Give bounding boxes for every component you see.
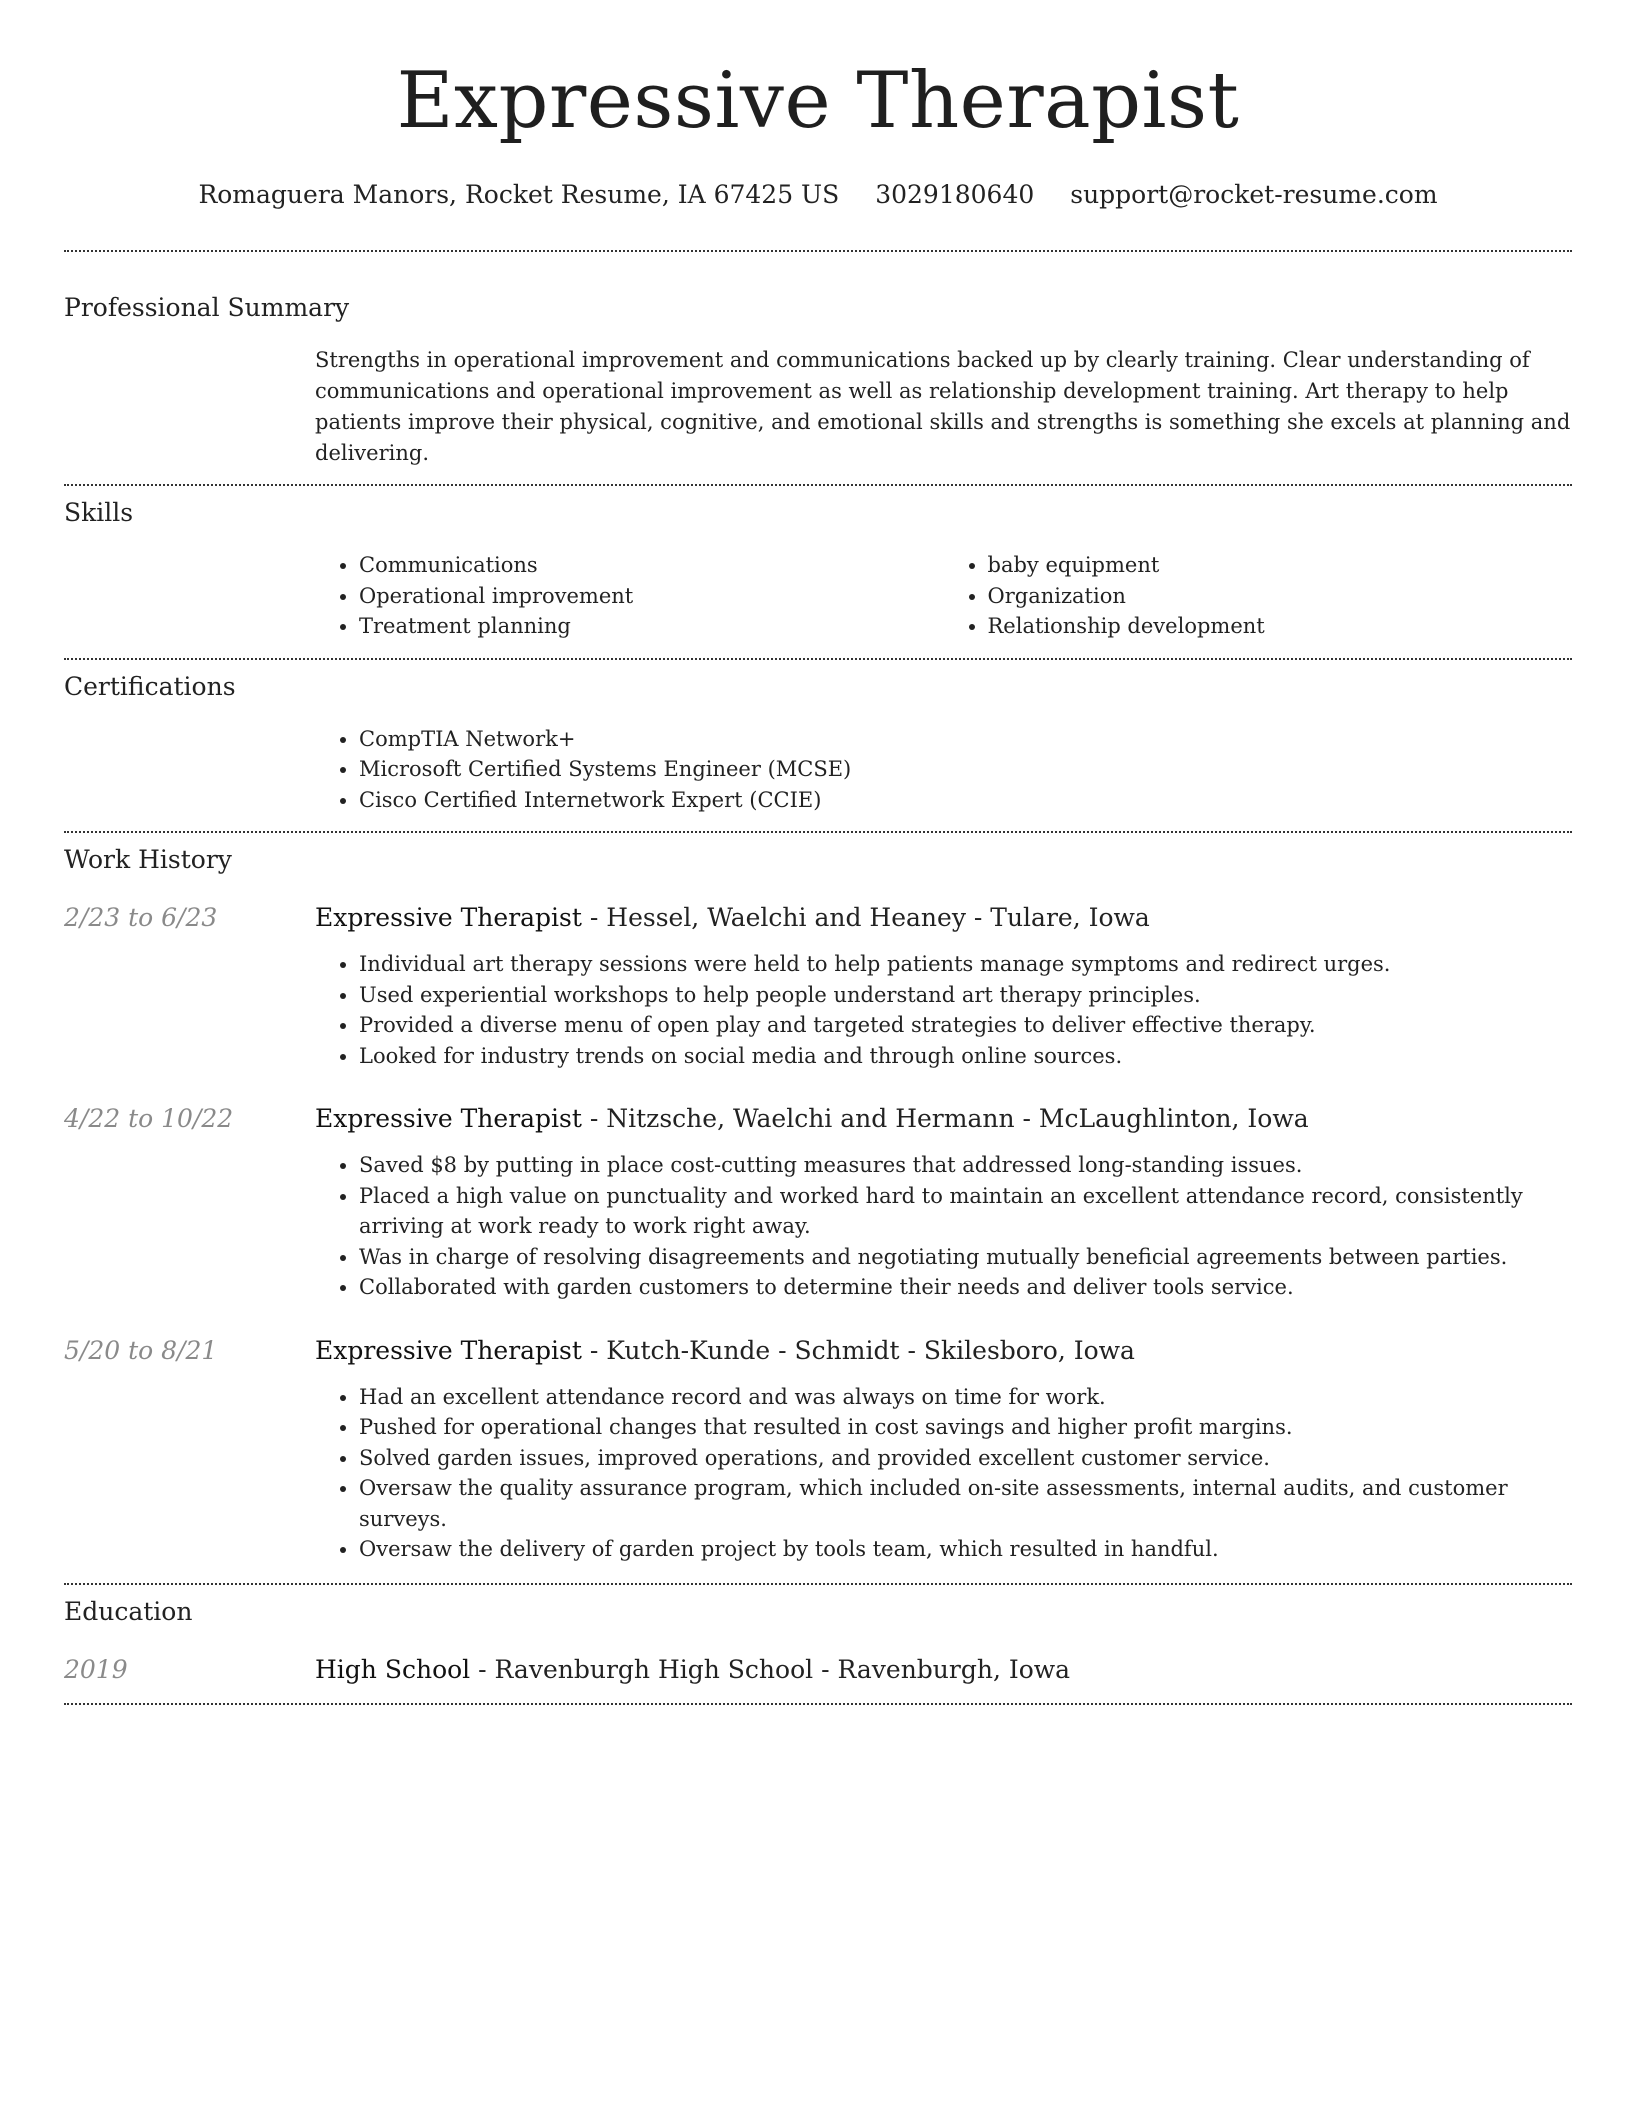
job-employer: - Nitzsche, Waelchi and Hermann - McLaughlinton, Iowa (581, 1104, 1309, 1133)
job-dates: 4/22 to 10/22 (64, 1104, 234, 1133)
job-entry (64, 1104, 1572, 1303)
skills-column-2 (944, 550, 1573, 642)
job-bullet: • Individual art therapy sessions were held to help patients manage symptoms and redirect urges. (359, 949, 1572, 980)
education-school: - Ravenburgh High School - Ravenburgh, Iowa (470, 1654, 1071, 1684)
job-title: Expressive Therapist (315, 1335, 582, 1365)
education-entry (64, 1655, 1572, 1685)
job-dates: 2/23 to 6/23 (64, 903, 218, 932)
job-bullet: • Solved garden issues, improved operations, and provided excellent customer service. (359, 1443, 1572, 1474)
contact-line (64, 180, 1572, 210)
skill-item: • Organization (988, 581, 1573, 612)
skills-section (64, 498, 1572, 642)
contact-phone: 3029180640 (875, 180, 1035, 209)
resume-name: Expressive Therapist (396, 56, 1240, 146)
skills-list (315, 550, 1572, 642)
skill-item: • baby equipment (988, 550, 1573, 581)
job-bullet: • Saved $8 by putting in place cost-cutting measures that addressed long-standing issues. (359, 1150, 1572, 1181)
summary-section (64, 293, 1572, 469)
job-title: Expressive Therapist (315, 903, 582, 932)
job-bullet: • Was in charge of resolving disagreements and negotiating mutually beneficial agreements between parties. (359, 1242, 1572, 1273)
certification-item: • Microsoft Certified Systems Engineer (MCSE) (359, 754, 1572, 785)
job-bullet: • Pushed for operational changes that resulted in cost savings and higher profit margins. (359, 1412, 1572, 1443)
job-heading (315, 1104, 1572, 1134)
job-title: Expressive Therapist (315, 1104, 582, 1133)
job-dates: 5/20 to 8/21 (64, 1335, 218, 1365)
section-title-summary: Professional Summary (64, 293, 350, 322)
job-bullets (315, 1382, 1572, 1565)
job-bullet: • Placed a high value on punctuality and worked hard to maintain an excellent attendance record, consistently arriving at work ready to work right away. (359, 1181, 1572, 1242)
education-degree: High School (315, 1654, 471, 1684)
job-bullet: • Collaborated with garden customers to determine their needs and deliver tools service. (359, 1272, 1572, 1303)
section-title-work-history: Work History (64, 845, 232, 874)
resume-page (64, 0, 1572, 1705)
job-employer: - Hessel, Waelchi and Heaney - Tulare, Iowa (581, 903, 1150, 932)
contact-address: Romaguera Manors, Rocket Resume, IA 67425 US (198, 180, 840, 209)
certifications-section (64, 672, 1572, 816)
divider (64, 1703, 1572, 1705)
job-entry (64, 903, 1572, 1071)
job-bullet: • Looked for industry trends on social media and through online sources. (359, 1041, 1572, 1072)
skill-item: • Communications (359, 550, 944, 581)
job-bullet: • Used experiential workshops to help people understand art therapy principles. (359, 980, 1572, 1011)
work-history-section (64, 845, 1572, 1565)
education-heading (315, 1655, 1572, 1685)
education-section (64, 1597, 1572, 1685)
job-employer: - Kutch-Kunde - Schmidt - Skilesboro, Iowa (581, 1335, 1135, 1365)
job-heading (315, 1336, 1572, 1366)
section-title-education: Education (64, 1596, 193, 1626)
job-bullet: • Had an excellent attendance record and was always on time for work. (359, 1382, 1572, 1413)
certification-item: • CompTIA Network+ (359, 724, 1572, 755)
skills-column-1 (315, 550, 944, 642)
job-bullets (315, 949, 1572, 1071)
divider (64, 831, 1572, 833)
job-bullet: • Provided a diverse menu of open play and targeted strategies to deliver effective therapy. (359, 1010, 1572, 1041)
divider (64, 250, 1572, 252)
certifications-list (315, 724, 1572, 816)
summary-text: Strengths in operational improvement and communications backed up by clearly training. Clear understanding of communications and operational improvement as well as relationship development training. Art therapy to help patients improve their physical, cognitive, and emotional skills and strengths is something she excels at planning and delivering. (315, 348, 1571, 465)
divider (64, 484, 1572, 486)
skill-item: • Operational improvement (359, 581, 944, 612)
skill-item: • Relationship development (988, 611, 1573, 642)
job-bullet: • Oversaw the quality assurance program, which included on-site assessments, internal audits, and customer surveys. (359, 1473, 1572, 1534)
section-title-certifications: Certifications (64, 671, 236, 701)
divider (64, 1583, 1572, 1585)
education-year: 2019 (64, 1654, 128, 1684)
contact-email: support@rocket-resume.com (1070, 180, 1438, 209)
job-entry (64, 1336, 1572, 1565)
certification-item: • Cisco Certified Internetwork Expert (CCIE) (359, 785, 1572, 816)
divider (64, 658, 1572, 660)
job-bullet: • Oversaw the delivery of garden project by tools team, which resulted in handful. (359, 1534, 1572, 1565)
job-heading (315, 903, 1572, 933)
skill-item: • Treatment planning (359, 611, 944, 642)
section-title-skills: Skills (64, 498, 134, 527)
job-bullets (315, 1150, 1572, 1303)
